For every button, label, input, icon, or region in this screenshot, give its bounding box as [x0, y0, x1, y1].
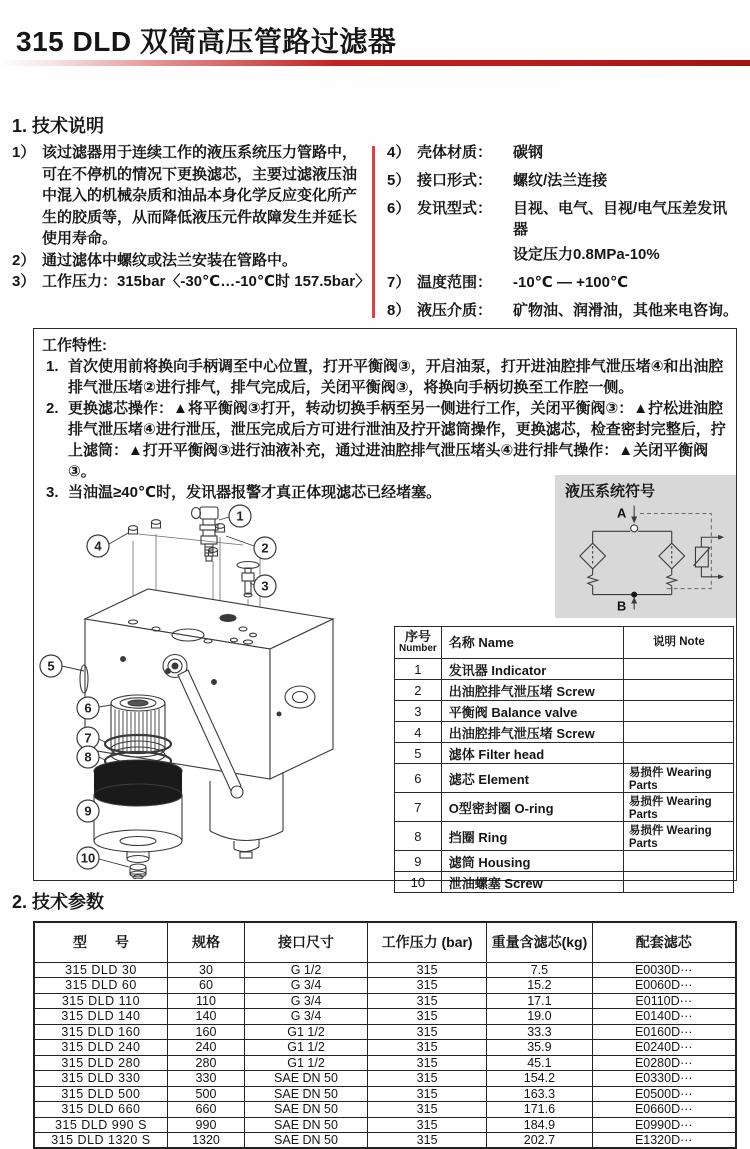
callout-7: 7 [84, 730, 92, 746]
hydraulic-symbol-diagram [565, 503, 733, 615]
parts-row-9: 9 滤筒 Housing [395, 851, 734, 872]
working-item-3: 3. 当油温≥40℃时，发讯器报警才真正体现滤芯已经堵塞。 [46, 484, 442, 501]
port-a-label: A [617, 505, 627, 521]
params-header-model: 型 号 [34, 922, 167, 962]
params-row-6: 315 DLD 240 240 G1 1/2 315 35.9 E0240D··· [34, 1040, 736, 1056]
params-header-size: 规格 [167, 922, 244, 962]
parts-row-8: 8 挡圈 Ring 易损件 Wearing Parts [395, 822, 734, 851]
callout-3: 3 [261, 578, 269, 594]
tech-desc-right-column [383, 142, 740, 328]
params-header-element: 配套滤芯 [592, 922, 736, 962]
params-row-4: 315 DLD 140 140 G 3/4 315 19.0 E0140D··· [34, 1009, 736, 1025]
tech-desc-item-7: 7） 温度范围： -10℃ — +100℃ [387, 274, 629, 291]
hydraulic-symbol-title: 液压系统符号 [565, 483, 656, 500]
indicator-icon [192, 507, 219, 561]
tech-desc-item-3: 3） 工作压力：315bar〈-30℃…-10℃时 157.5bar〉 [12, 273, 371, 290]
callout-6: 6 [84, 700, 92, 716]
parts-row-6: 6 滤芯 Element 易损件 Wearing Parts [395, 764, 734, 793]
parts-row-7: 7 O型密封圈 O-ring 易损件 Wearing Parts [395, 793, 734, 822]
params-header-weight: 重量含滤芯(kg) [487, 922, 592, 962]
column-divider-red [372, 146, 375, 318]
tech-desc-item-6-line2: 设定压力0.8MPa-10% [513, 246, 660, 263]
parts-table [394, 626, 734, 893]
tech-description-columns [12, 142, 740, 328]
callout-9: 9 [84, 803, 92, 819]
parts-row-2: 2 出油腔排气泄压堵 Screw [395, 680, 734, 701]
callout-2: 2 [261, 540, 269, 556]
tech-desc-item-8: 8） 液压介质： 矿物油、润滑油，其他来电咨询。 [387, 302, 739, 319]
params-row-11: 315 DLD 990 S 990 SAE DN 50 315 184.9 E0990D··· [34, 1117, 736, 1133]
parts-row-1: 1 发讯器 Indicator [395, 659, 734, 680]
parts-header-number-cn: 序号 [404, 629, 431, 645]
section-1-heading: 1. 技术说明 [12, 116, 105, 136]
hydraulic-symbol-box [555, 475, 736, 618]
params-row-7: 315 DLD 280 280 G1 1/2 315 45.1 E0280D··· [34, 1055, 736, 1071]
filter-drawing-svg [38, 501, 394, 879]
parts-row-4: 4 出油腔排气泄压堵 Screw [395, 722, 734, 743]
params-row-1: 315 DLD 30 30 G 1/2 315 7.5 E0030D··· [34, 962, 736, 978]
tech-desc-item-2: 2） 通过滤体中螺纹或法兰安装在管路中。 [12, 251, 298, 269]
working-characteristics-heading: 工作特性: [42, 337, 107, 354]
section-2-heading: 2. 技术参数 [12, 892, 105, 912]
params-row-3: 315 DLD 110 110 G 3/4 315 17.1 E0110D··· [34, 993, 736, 1009]
title-underline-rule [0, 60, 750, 66]
params-row-10: 315 DLD 660 660 SAE DN 50 315 171.6 E0660D··· [34, 1102, 736, 1118]
housing-icon [94, 760, 182, 863]
working-characteristics-box [33, 328, 737, 891]
tech-desc-item-6: 6） 发讯型式： 目视、电气、目视/电气压差发讯器 [387, 200, 728, 238]
tech-desc-item-5: 5） 接口形式： 螺纹/法兰连接 [387, 172, 608, 189]
technical-parameters-table [33, 921, 737, 1149]
params-row-9: 315 DLD 500 500 SAE DN 50 315 163.3 E0500D··· [34, 1086, 736, 1102]
parts-row-10: 10 泄油螺塞 Screw [395, 872, 734, 893]
callout-5: 5 [47, 658, 55, 674]
tech-desc-item-4: 4） 壳体材质： 碳钢 [387, 144, 544, 161]
params-row-2: 315 DLD 60 60 G 3/4 315 15.2 E0060D··· [34, 978, 736, 994]
callout-1: 1 [236, 508, 244, 524]
params-header-pressure: 工作压力 (bar) [367, 922, 486, 962]
drain-plug-icon [130, 864, 146, 879]
parts-header-note: 说明 Note [623, 627, 733, 659]
tech-desc-left-column [12, 142, 371, 328]
params-header-port: 接口尺寸 [245, 922, 368, 962]
second-housing [210, 772, 283, 858]
tech-desc-item-1: 1） 该过滤器用于连续工作的液压系统压力管路中，可在不停机的情况下更换滤芯，主要过滤液压油中混入的机械杂质和油品本身化学反应变化所产生的胶质等，从而降低液压元件故障发生并延长使用寿命。 [12, 144, 358, 247]
parts-header-number-en: Number [399, 643, 437, 655]
params-row-8: 315 DLD 330 330 SAE DN 50 315 154.2 E0330D··· [34, 1071, 736, 1087]
callout-10: 10 [80, 850, 96, 866]
params-row-12: 315 DLD 1320 S 1320 SAE DN 50 315 202.7 E1320D··· [34, 1133, 736, 1149]
parts-table-header-row [395, 627, 734, 659]
filter-exploded-drawing [38, 501, 394, 884]
working-item-1: 1. 首次使用前将换向手柄调至中心位置，打开平衡阀③，开启油泵，打开进油腔排气泄压堵④和出油腔排气泄压堵②进行排气，排气完成后，关闭平衡阀③，将换向手柄切换至工作腔一侧。 [46, 358, 724, 396]
parts-row-3: 3 平衡阀 Balance valve [395, 701, 734, 722]
params-header-row [34, 922, 736, 962]
page-title: 315 DLD 双筒高压管路过滤器 [16, 26, 397, 57]
working-item-2: 2. 更换滤芯操作：▲将平衡阀③打开，转动切换手柄至另一侧进行工作，关闭平衡阀③：▲拧松进油腔排气泄压堵④进行泄压，泄压完成后方可进行泄油及拧开滤筒操作，更换滤芯，检查密封完整后，拧上滤筒：▲打开平衡阀③进行油液补充，通过进油腔排气泄压堵头④进行排气操作：▲关闭平衡阀③。 [46, 400, 726, 480]
parts-row-5: 5 滤体 Filter head [395, 743, 734, 764]
callout-4: 4 [94, 538, 102, 554]
params-row-5: 315 DLD 160 160 G1 1/2 315 33.3 E0160D··· [34, 1024, 736, 1040]
parts-header-name: 名称 Name [441, 627, 623, 659]
callout-8: 8 [84, 749, 92, 765]
port-b-label: B [617, 598, 627, 614]
